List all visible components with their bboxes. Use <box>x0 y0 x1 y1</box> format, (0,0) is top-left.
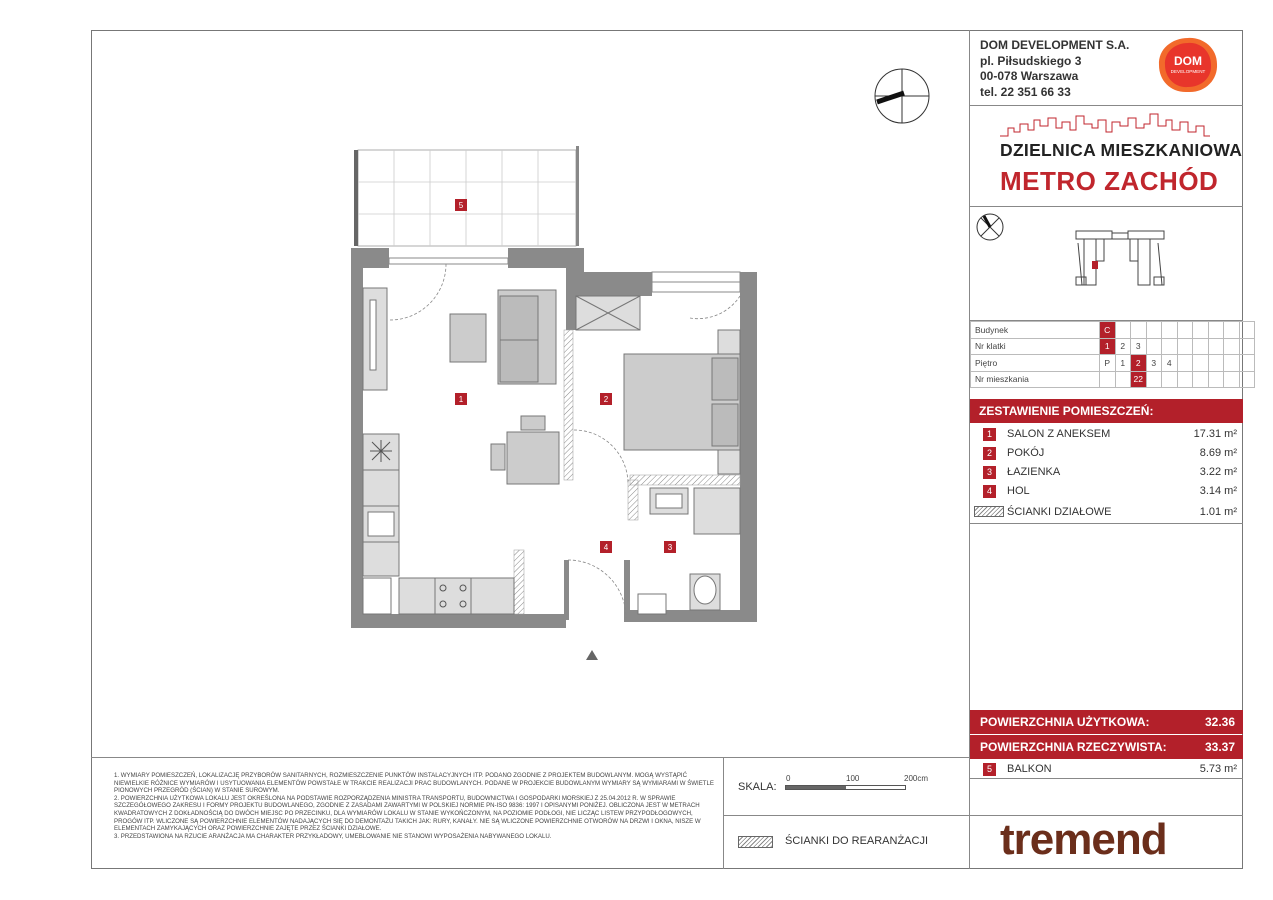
room-marker-2-label: 2 <box>603 395 609 404</box>
keyplan-compass-icon <box>975 212 1005 242</box>
info-row <box>971 355 1255 372</box>
info-row <box>971 371 1255 388</box>
note-paragraph: 3. PRZEDSTAWIONA NA RZUCIE ARANŻACJA MA CHARAKTER PRZYKŁADOWY, UMEBLOWANIE NIE STANOWI WYPOSAŻENIA NABYWANEGO LOKALU. <box>114 832 552 840</box>
note-paragraph: 2. POWIERZCHNIA UŻYTKOWA LOKALU JEST OKREŚLONA NA PODSTAWIE ROZPORZĄDZENIA MINISTRA TRANSPORTU, BUDOWNICTWA I GOSPODARKI MORSKIEJ Z 25.04.2012 R. W SPRAWIE SZCZEGÓŁOWEGO ZAKRESU I FORMY PROJEKTU BUDOWLANEGO, ZGODNIE Z ZASADAMI ZAWARTYMI W POLSKIEJ NORMIE PN-ISO 9836: 1997 I OPISANYMI PONIŻEJ. OBLICZONA JEST W METRACH KWADRATOWYCH Z DOKŁADNOŚCIĄ DO DWÓCH MIEJSC PO PRZECINKU, DLA WYMIARÓW LOKALU W STANIE WYKOŃCZONYM, NA POZIOMIE PODŁOGI, NIE LICZĄC LISTEW PRZYPODŁOGOWYCH, PROGÓW ITP. WLICZONE SĄ POWIERZCHNIE ELEMENTÓW NADAJĄCYCH SIĘ DO DEMONTAŻU TAKICH JAK: RURY, KANAŁY. NIE SĄ WLICZONE POWIERZCHNIE OTWORÓW NA DRZWI I OKNA, NISZE W ELEMENTACH ZAMYKAJĄCYCH ORAZ POWIERZCHNIE ZAJĘTE PRZEZ ŚCIANKI DZIAŁOWE. <box>114 794 701 833</box>
apartment-info-table <box>970 321 1255 388</box>
room-row <box>970 463 1243 482</box>
scale-divider <box>723 757 724 869</box>
room-name: HOL <box>1007 485 1030 497</box>
balcony-area <box>358 150 576 246</box>
info-cell <box>1193 371 1209 388</box>
room-number: 1 <box>983 428 996 441</box>
rearrangement-legend: ŚCIANKI DO REARANŻACJI <box>785 835 929 847</box>
notes-divider <box>91 757 969 758</box>
info-cell <box>1208 371 1224 388</box>
room-number: 2 <box>983 447 996 460</box>
info-cell <box>1131 322 1147 339</box>
rooms-heading: ZESTAWIENIE POMIESZCZEŃ: <box>970 399 1243 423</box>
room-name: SALON Z ANEKSEM <box>1007 428 1111 440</box>
info-cell <box>1224 355 1240 372</box>
info-cell <box>1239 338 1255 355</box>
info-cell: C <box>1100 322 1116 339</box>
entrance-arrow-icon <box>586 650 598 660</box>
room-number: 4 <box>983 485 996 498</box>
info-row-label: Budynek <box>971 322 1100 339</box>
scale-bar <box>785 785 906 790</box>
info-cell <box>1146 371 1162 388</box>
compass-icon <box>872 66 932 126</box>
info-cell <box>1100 371 1116 388</box>
building-keyplan <box>1072 225 1168 289</box>
usable-area-value: 32.36 <box>1204 715 1235 729</box>
info-cell <box>1239 355 1255 372</box>
info-cell <box>1162 338 1178 355</box>
info-row-label: Nr mieszkania <box>971 371 1100 388</box>
dom-development-logo <box>1157 36 1219 94</box>
room-marker-1-label: 1 <box>458 395 464 404</box>
info-cell <box>1239 371 1255 388</box>
info-cell <box>1193 355 1209 372</box>
room-marker-3-label: 3 <box>667 543 673 552</box>
scale-tick-200: 200cm <box>904 774 929 783</box>
info-cell <box>1224 338 1240 355</box>
scale-tick-0: 0 <box>786 774 791 783</box>
partition-area: 1.01 m² <box>1199 506 1237 518</box>
info-cell: 1 <box>1115 355 1131 372</box>
info-cell: 1 <box>1100 338 1116 355</box>
info-cell: 22 <box>1131 371 1147 388</box>
info-cell <box>1177 355 1193 372</box>
info-cell <box>1193 338 1209 355</box>
info-cell <box>1162 371 1178 388</box>
info-cell: 3 <box>1131 338 1147 355</box>
info-cell <box>1193 322 1209 339</box>
balcony-name: BALKON <box>1007 763 1052 775</box>
info-cell <box>1162 322 1178 339</box>
sidebar-line <box>969 105 1243 106</box>
balcony-row <box>970 760 1243 779</box>
info-cell <box>1224 371 1240 388</box>
info-cell <box>1208 338 1224 355</box>
logo-text-development: DEVELOPMENT <box>1170 69 1206 74</box>
legal-notes <box>114 772 714 840</box>
room-number: 3 <box>983 466 996 479</box>
balcony-divider <box>970 778 1243 779</box>
room-area: 3.22 m² <box>1199 466 1237 478</box>
usable-area-bar <box>970 710 1243 734</box>
real-area-label: POWIERZCHNIA RZECZYWISTA: <box>980 740 1167 754</box>
developer-info <box>980 38 1129 100</box>
info-cell <box>1177 371 1193 388</box>
info-cell <box>1177 322 1193 339</box>
sidebar-line <box>969 206 1243 207</box>
partition-hatch-icon <box>974 506 1004 517</box>
balcony-area: 5.73 m² <box>1199 763 1237 775</box>
developer-name: DOM DEVELOPMENT S.A. <box>980 38 1130 52</box>
floor-plan <box>340 140 770 670</box>
real-area-value: 33.37 <box>1204 740 1235 754</box>
estate-title-line2: METRO ZACHÓD <box>1000 166 1219 196</box>
usable-area-label: POWIERZCHNIA UŻYTKOWA: <box>980 715 1150 729</box>
room-marker-5-label: 5 <box>458 201 464 210</box>
developer-phone: tel. 22 351 66 33 <box>980 84 1071 99</box>
info-cell <box>1146 322 1162 339</box>
room-name: POKÓJ <box>1007 447 1045 459</box>
room-row <box>970 482 1243 501</box>
room-name: ŁAZIENKA <box>1007 466 1061 478</box>
info-cell <box>1208 355 1224 372</box>
partition-name: ŚCIANKI DZIAŁOWE <box>1007 506 1112 518</box>
info-cell: 2 <box>1115 338 1131 355</box>
info-cell <box>1115 322 1131 339</box>
room-row <box>970 425 1243 444</box>
room-area: 17.31 m² <box>1193 428 1237 440</box>
info-cell: 3 <box>1146 355 1162 372</box>
developer-city: 00-078 Warszawa <box>980 69 1079 83</box>
estate-title-line1: DZIELNICA MIESZKANIOWA <box>1000 140 1243 160</box>
info-cell <box>1115 371 1131 388</box>
note-paragraph: 1. WYMIARY POMIESZCZEŃ, LOKALIZACJĘ PRZYBORÓW SANITARNYCH, ROZMIESZCZENIE PUNKTÓW INSTALACYJNYCH ITP. PODANO ZGODNIE Z PROJEKTEM BUDOWLANYM. MOGĄ WYSTĄPIĆ NIEWIELKIE RÓŻNICE WYMIARÓW I USYTUOWANIA ELEMENTÓW POWSTAŁE W TRAKCIE REALIZACJI PRAC BUDOWLANYCH. PODANE W PROJEKCIE BUDOWLANYM WYMIARY SĄ WYMIARAMI W ŚWIETLE PIONOWYCH PRZEGRÓD (ŚCIAN) W STANIE SUROWYM. <box>114 772 714 795</box>
room-marker-4-label: 4 <box>603 543 609 552</box>
balcony-number: 5 <box>983 763 996 776</box>
real-area-bar <box>970 735 1243 759</box>
room-row <box>970 444 1243 463</box>
info-cell: 2 <box>1131 355 1147 372</box>
room-area: 8.69 m² <box>1199 447 1237 459</box>
info-cell <box>1208 322 1224 339</box>
partition-row <box>970 503 1243 522</box>
logo-text-dom: DOM <box>1174 54 1202 68</box>
legend-divider <box>723 815 969 816</box>
info-cell: 4 <box>1162 355 1178 372</box>
info-cell: P <box>1100 355 1116 372</box>
info-cell <box>1224 322 1240 339</box>
info-row-label: Nr klatki <box>971 338 1100 355</box>
info-row <box>971 322 1255 339</box>
rooms-divider <box>970 523 1243 524</box>
rearrangement-hatch-icon <box>738 836 773 848</box>
info-cell <box>1239 322 1255 339</box>
developer-address: pl. Piłsudskiego 3 <box>980 53 1082 68</box>
scale-label: SKALA: <box>738 781 777 793</box>
skyline-icon <box>1000 110 1210 140</box>
tremend-logo: tremend <box>1000 815 1167 864</box>
info-row-label: Piętro <box>971 355 1100 372</box>
info-cell <box>1177 338 1193 355</box>
room-area: 3.14 m² <box>1199 485 1237 497</box>
scale-tick-100: 100 <box>846 774 860 783</box>
info-cell <box>1146 338 1162 355</box>
info-row <box>971 338 1255 355</box>
